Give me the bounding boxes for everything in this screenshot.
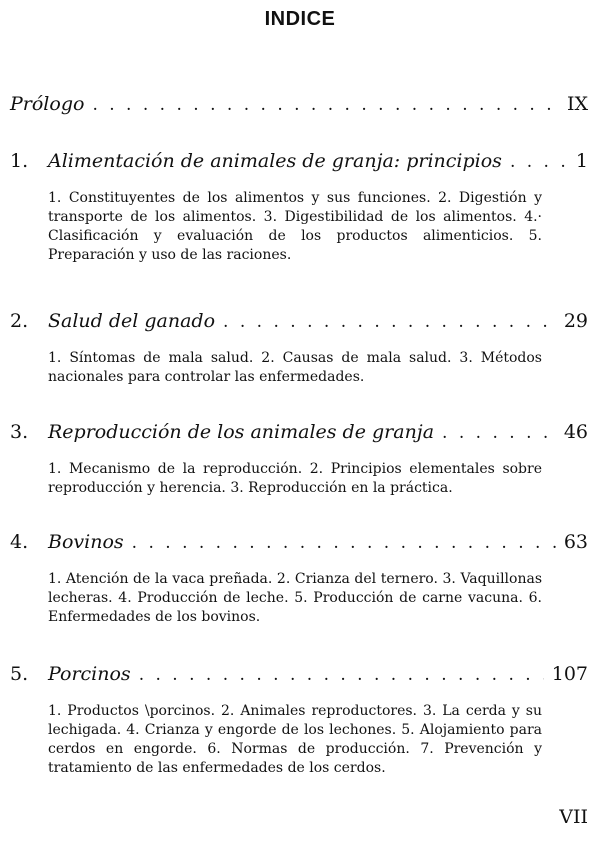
prologue-page: IX	[566, 93, 588, 115]
chapter-description: 1. Constituyentes de los alimentos y sus funciones. 2. Digestión y transporte de los alimentos. 3. Digestibilidad de los alimentos. 4.· Clasificación y evaluación de los productos alimenticios. 5. Preparación y uso de las raciones.	[48, 190, 542, 263]
toc-entry-chapter-1[interactable]	[10, 150, 588, 172]
chapter-title: Alimentación de animales de granja: principios	[48, 150, 502, 172]
chapter-number: 2.	[10, 310, 29, 332]
page-folio: VII	[559, 806, 588, 828]
chapter-number: 1.	[10, 150, 29, 172]
chapter-title: Reproducción de los animales de granja	[48, 421, 435, 443]
chapter-title: Bovinos	[48, 531, 124, 553]
dot-leader	[139, 665, 544, 685]
toc-entry-chapter-2[interactable]	[10, 310, 588, 332]
page-heading: INDICE	[264, 8, 336, 30]
chapter-number: 5.	[10, 663, 29, 685]
chapter-number: 4.	[10, 531, 29, 553]
toc-entry-chapter-4[interactable]	[10, 531, 588, 553]
toc-entry-chapter-3[interactable]	[10, 421, 588, 443]
chapter-title: Salud del ganado	[48, 310, 216, 332]
chapter-description: 1. Atención de la vaca preñada. 2. Crianza del ternero. 3. Vaquillonas lecheras. 4. Producción de leche. 5. Producción de carne vacuna. 6. Enfermedades de los bovinos.	[48, 571, 542, 625]
chapter-page: 29	[563, 310, 588, 332]
chapter-title: Porcinos	[48, 663, 131, 685]
chapter-description: 1. Mecanismo de la reproducción. 2. Principios elementales sobre reproducción y herencia. 3. Reproducción en la práctica.	[48, 461, 542, 496]
chapter-page: 63	[563, 531, 588, 553]
chapter-description: 1. Productos \porcinos. 2. Animales reproductores. 3. La cerda y su lechigada. 4. Crianza y engorde de los lechones. 5. Alojamiento para cerdos en engorde. 6. Normas de producción. 7. Prevención y tratamiento de las enfermedades de los cerdos.	[48, 703, 542, 776]
dot-leader	[92, 95, 559, 115]
dot-leader	[510, 152, 568, 172]
chapter-description: 1. Síntomas de mala salud. 2. Causas de mala salud. 3. Métodos nacionales para controlar las enfermedades.	[48, 350, 542, 385]
dot-leader	[223, 312, 556, 332]
dot-leader	[442, 423, 556, 443]
toc-entry-prologue[interactable]	[10, 93, 588, 115]
toc-entry-chapter-5[interactable]	[10, 663, 588, 685]
chapter-page: 1	[575, 150, 588, 172]
dot-leader	[132, 533, 556, 553]
prologue-title: Prólogo	[10, 93, 85, 115]
chapter-page: 107	[551, 663, 588, 685]
chapter-page: 46	[563, 421, 588, 443]
chapter-number: 3.	[10, 421, 29, 443]
